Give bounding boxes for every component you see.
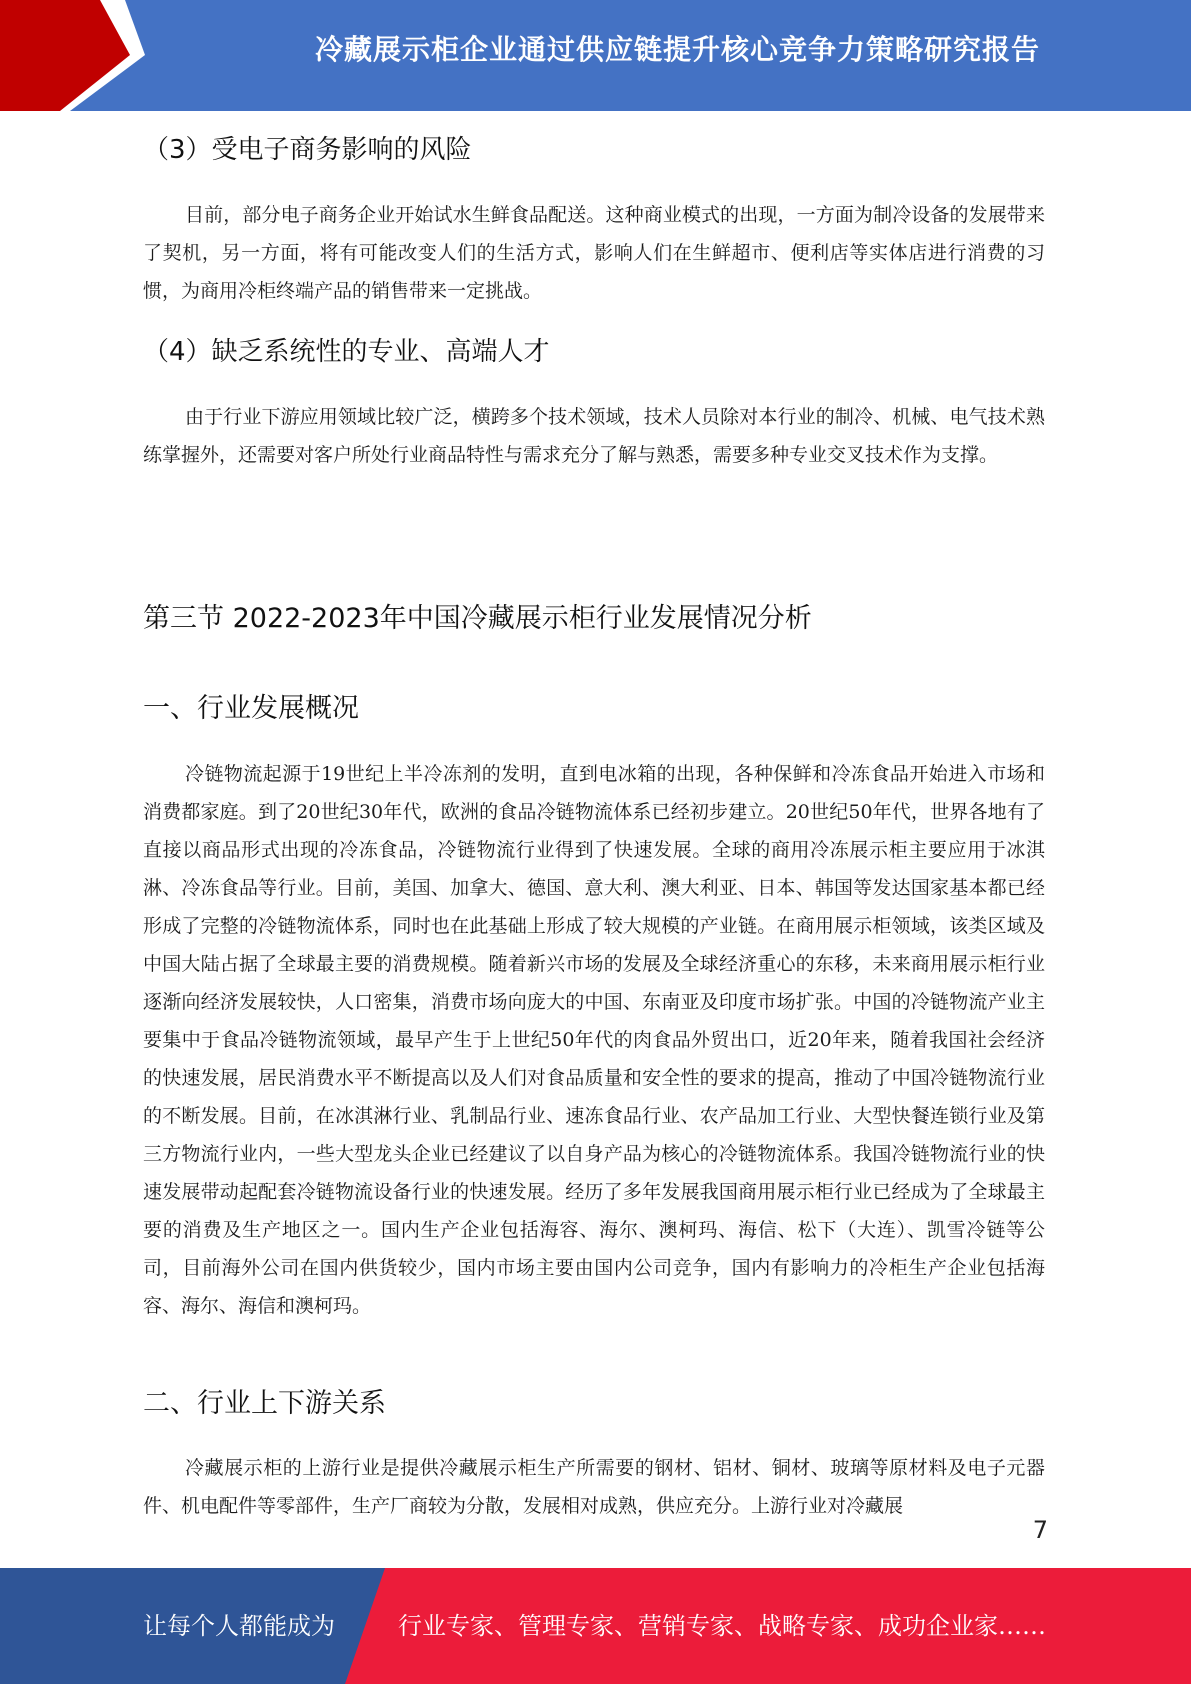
footer-band (0, 1568, 1191, 1684)
chain-paragraph: 冷藏展示柜的上游行业是提供冷藏展示柜生产所需要的钢材、铝材、铜材、玻璃等原材料及电子元器件、机电配件等零部件，生产厂商较为分散，发展相对成熟，供应充分。上游行业对冷藏展 (143, 1457, 1045, 1517)
footer-slogan-left: 让每个人都能成为 (143, 1612, 335, 1640)
section-title: 第三节 2022-2023年中国冷藏展示柜行业发展情况分析 (143, 603, 812, 634)
overview-paragraph: 冷链物流起源于19世纪上半冷冻剂的发明，直到电冰箱的出现，各种保鲜和冷冻食品开始进入市场和消费都家庭。到了20世纪30年代，欧洲的食品冷链物流体系已经初步建立。20世纪50年代，世界各地有了直接以商品形式出现的冷冻食品，冷链物流行业得到了快速发展。全球的商用冷冻展示柜主要应用于冰淇淋、冷冻食品等行业。目前，美国、加拿大、德国、意大利、澳大利亚、日本、韩国等发达国家基本都已经形成了完整的冷链物流体系，同时也在此基础上形成了较大规模的产业链。在商用展示柜领域，该类区域及中国大陆占据了全球最主要的消费规模。随着新兴市场的发展及全球经济重心的东移，未来商用展示柜行业逐渐向经济发展较快，人口密集，消费市场向庞大的中国、东南亚及印度市场扩张。中国的冷链物流产业主要集中于食品冷链物流领域，最早产生于上世纪50年代的肉食品外贸出口，近20年来，随着我国社会经济的快速发展，居民消费水平不断提高以及人们对食品质量和安全性的要求的提高，推动了中国冷链物流行业的不断发展。目前，在冰淇淋行业、乳制品行业、速冻食品行业、农产品加工行业、大型快餐连锁行业及第三方物流行业内，一些大型龙头企业已经建议了以自身产品为核心的冷链物流体系。我国冷链物流行业的快速发展带动起配套冷链物流设备行业的快速发展。经历了多年发展我国商用展示柜行业已经成为了全球最主要的消费及生产地区之一。国内生产企业包括海容、海尔、澳柯玛、海信、松下（大连）、凯雪冷链等公司，目前海外公司在国内供货较少，国内市场主要由国内公司竞争，国内有影响力的冷柜生产企业包括海容、海尔、海信和澳柯玛。 (143, 763, 1045, 1317)
page-number: 7 (1032, 1516, 1048, 1544)
overview-heading: 一、行业发展概况 (143, 693, 359, 724)
header-band (0, 0, 1191, 111)
footer-slogan-right: 行业专家、管理专家、营销专家、战略专家、成功企业家…… (398, 1612, 1046, 1640)
risk4-heading: （4）缺乏系统性的专业、高端人才 (143, 337, 550, 367)
report-title: 冷藏展示柜企业通过供应链提升核心竞争力策略研究报告 (314, 33, 1040, 66)
chevron-arrow-icon (0, 0, 160, 111)
risk3-paragraph: 目前，部分电子商务企业开始试水生鲜食品配送。这种商业模式的出现，一方面为制冷设备的发展带来了契机，另一方面，将有可能改变人们的生活方式，影响人们在生鲜超市、便利店等实体店进行消费的习惯，为商用冷柜终端产品的销售带来一定挑战。 (143, 204, 1045, 302)
chain-heading: 二、行业上下游关系 (143, 1388, 386, 1419)
risk4-paragraph: 由于行业下游应用领域比较广泛，横跨多个技术领域，技术人员除对本行业的制冷、机械、电气技术熟练掌握外，还需要对客户所处行业商品特性与需求充分了解与熟悉，需要多种专业交叉技术作为支撑。 (143, 406, 1045, 466)
risk3-heading: （3）受电子商务影响的风险 (143, 135, 472, 165)
